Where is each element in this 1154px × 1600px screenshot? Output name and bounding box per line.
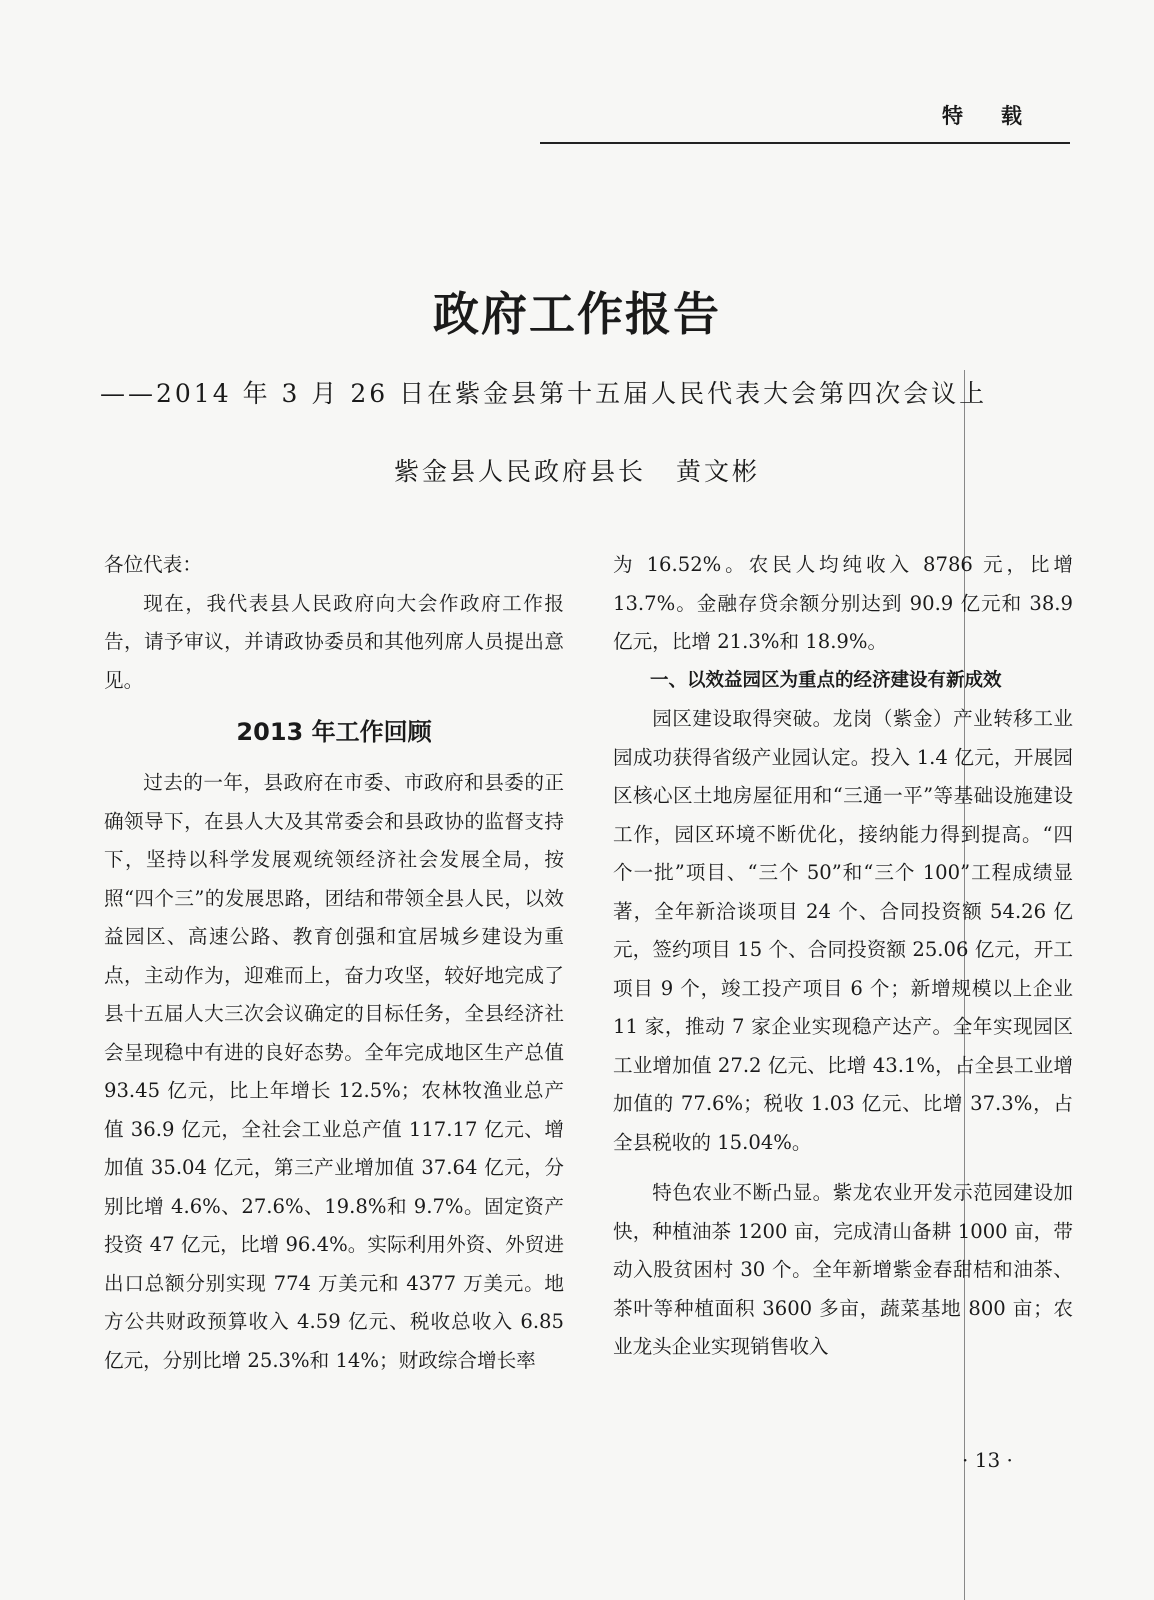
header-rule <box>540 142 1070 144</box>
section-year: 2013 <box>236 718 304 746</box>
section-title: 年工作回顾 <box>311 718 432 746</box>
author-line <box>0 452 1154 488</box>
agriculture-paragraph: 特色农业不断凸显。紫龙农业开发示范园建设加快，种植油茶 1200 亩，完成清山备耕 1000 亩，带动入股贫困村 30 个。全年新增紫金春甜桔和油茶、茶叶等种植面积 3600 多亩，蔬菜基地 800 亩；农业龙头企业实现销售收入 <box>613 1181 1073 1358</box>
continuation-paragraph: 为 16.52%。农民人均纯收入 8786 元，比增 13.7%。金融存贷余额分别达到 90.9 亿元和 38.9 亿元，比增 21.3%和 18.9%。 <box>613 553 1073 653</box>
intro-paragraph: 现在，我代表县人民政府向大会作政府工作报告，请予审议，并请政协委员和其他列席人员提出意见。 <box>104 591 564 692</box>
report-subtitle: ——2014 年 3 月 26 日在紫金县第十五届人民代表大会第四次会议上 <box>100 379 988 408</box>
subsection-heading: 一、以效益园区为重点的经济建设有新成效 <box>650 669 1002 691</box>
right-column <box>613 546 1073 1367</box>
author-name: 黄文彬 <box>676 457 761 486</box>
park-paragraph: 园区建设取得突破。龙岗（紫金）产业转移工业园成功获得省级产业园认定。投入 1.4 亿元，开展园区核心区土地房屋征用和“三通一平”等基础设施建设工作，园区环境不断优化，接纳能力得到提高。“四个一批”项目、“三个 50”和“三个 100”工程成绩显著，全年新洽谈项目 24 个、合同投资额 54.26 亿元，签约项目 15 个、合同投资额 25.06 亿元，开工项目 9 个，竣工投产项目 6 个；新增规模以上企业 11 家，推动 7 家企业实现稳产达产。全年实现园区工业增加值 27.2 亿元、比增 43.1%，占全县工业增加值的 77.6%；税收 1.03 亿元、比增 37.3%，占全县税收的 15.04%。 <box>613 707 1073 1154</box>
review-paragraph: 过去的一年，县政府在市委、市政府和县委的正确领导下，在县人大及其常委会和县政协的监督支持下，坚持以科学发展观统领经济社会发展全局，按照“四个三”的发展思路，团结和带领全县人民，以效益园区、高速公路、教育创强和宜居城乡建设为重点，主动作为，迎难而上，奋力攻坚，较好地完成了县十五届人大三次会议确定的目标任务，全县经济社会呈现稳中有进的良好态势。全年完成地区生产总值 93.45 亿元，比上年增长 12.5%；农林牧渔业总产值 36.9 亿元，全社会工业总产值 117.17 亿元、增加值 35.04 亿元，第三产业增加值 37.64 亿元，分别比增 4.6%、27.6%、19.8%和 9.7%。固定资产投资 47 亿元，比增 96.4%。实际利用外资、外贸进出口总额分别实现 774 万美元和 4377 万美元。地方公共财政预算收入 4.59 亿元、税收总收入 6.85 亿元，分别比增 25.3%和 14%；财政综合增长率 <box>104 771 564 1372</box>
page-number: · 13 · <box>962 1448 1013 1472</box>
salutation: 各位代表： <box>104 553 202 576</box>
section-tag: 特载 <box>942 104 1060 128</box>
left-column <box>104 546 564 1380</box>
section-heading <box>104 700 564 764</box>
author-position: 紫金县人民政府县长 <box>393 457 646 486</box>
report-title: 政府工作报告 <box>433 287 721 341</box>
